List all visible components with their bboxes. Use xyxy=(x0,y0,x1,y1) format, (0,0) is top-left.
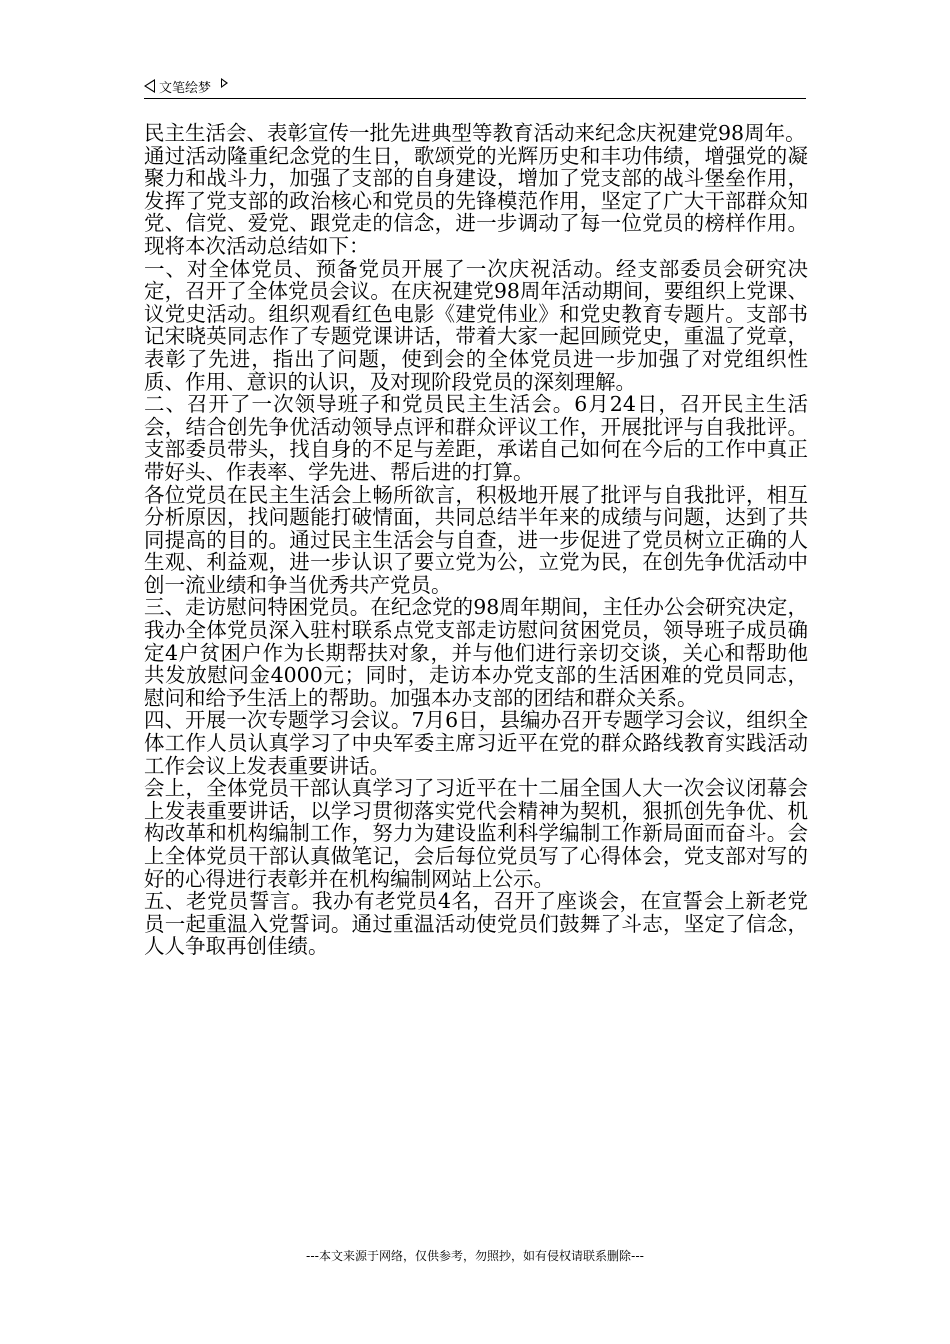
triangle-left-icon xyxy=(144,79,155,93)
paragraph: 三、走访慰问特困党员。在纪念党的98周年期间，主任办公会研究决定，我办全体党员深入驻村联系点党支部走访慰问贫困党员，领导班子成员确定4户贫困户作为长期帮扶对象，并与他们进行亲切交谈，关心和帮助他共发放慰问金4000元；同时，走访本办党支部的生活困难的党员同志，慰问和给予生活上的帮助。加强本办支部的团结和群众关系。 xyxy=(144,595,808,710)
footer-disclaimer: ---本文来源于网络，仅供参考，勿照抄，如有侵权请联系删除--- xyxy=(306,1249,644,1263)
header-title: 文笔绘梦 xyxy=(159,80,212,96)
paragraph: 民主生活会、表彰宣传一批先进典型等教育活动来纪念庆祝建党98周年。 xyxy=(144,121,806,145)
header-divider xyxy=(144,98,806,99)
paragraph: 通过活动隆重纪念党的生日，歌颂党的光辉历史和丰功伟绩，增强党的凝聚力和战斗力，加强了支部的自身建设，增加了党支部的战斗堡垒作用，发挥了党支部的政治核心和党员的先锋模范作用，坚定了广大干部群众知党、信党、爱党、跟党走的信念，进一步调动了每一位党员的榜样作用。现将本次活动总结如下： xyxy=(144,143,808,258)
paragraph: 一、对全体党员、预备党员开展了一次庆祝活动。经支部委员会研究决定，召开了全体党员会议。在庆祝建党98周年活动期间，要组织上党课、议党史活动。组织观看红色电影《建党伟业》和党史教育专题片。支部书记宋晓英同志作了专题党课讲话，带着大家一起回顾党史，重温了党章，表彰了先进，指出了问题，使到会的全体党员进一步加强了对党组织性质、作用、意识的认识，及对现阶段党员的深刻理解。 xyxy=(144,256,808,394)
triangle-right-icon xyxy=(221,78,228,88)
document-body xyxy=(144,122,808,958)
paragraph: 四、开展一次专题学习会议。7月6日，县编办召开专题学习会议，组织全体工作人员认真学习了中央军委主席习近平在党的群众路线教育实践活动工作会议上发表重要讲话。 xyxy=(144,708,808,778)
document-header xyxy=(144,74,228,98)
paragraph: 各位党员在民主生活会上畅所欲言，积极地开展了批评与自我批评，相互分析原因，找问题能打破情面，共同总结半年来的成绩与问题，达到了共同提高的目的。通过民主生活会与自查，进一步促进了党员树立正确的人生观、利益观，进一步认识了要立党为公，立党为民，在创先争优活动中创一流业绩和争当优秀共产党员。 xyxy=(144,482,808,597)
paragraph: 二、召开了一次领导班子和党员民主生活会。6月24日，召开民主生活会，结合创先争优活动领导点评和群众评议工作，开展批评与自我批评。支部委员带头，找自身的不足与差距，承诺自己如何在今后的工作中真正带好头、作表率、学先进、帮后进的打算。 xyxy=(144,392,808,484)
paragraph: 五、老党员誓言。我办有老党员4名，召开了座谈会，在宣誓会上新老党员一起重温入党誓词。通过重温活动使党员们鼓舞了斗志，坚定了信念，人人争取再创佳绩。 xyxy=(144,889,808,959)
paragraph: 会上，全体党员干部认真学习了习近平在十二届全国人大一次会议闭幕会上发表重要讲话，以学习贯彻落实党代会精神为契机，狠抓创先争优、机构改革和机构编制工作，努力为建设监利科学编制工作新局面而奋斗。会上全体党员干部认真做笔记，会后每位党员写了心得体会，党支部对写的好的心得进行表彰并在机构编制网站上公示。 xyxy=(144,776,808,891)
